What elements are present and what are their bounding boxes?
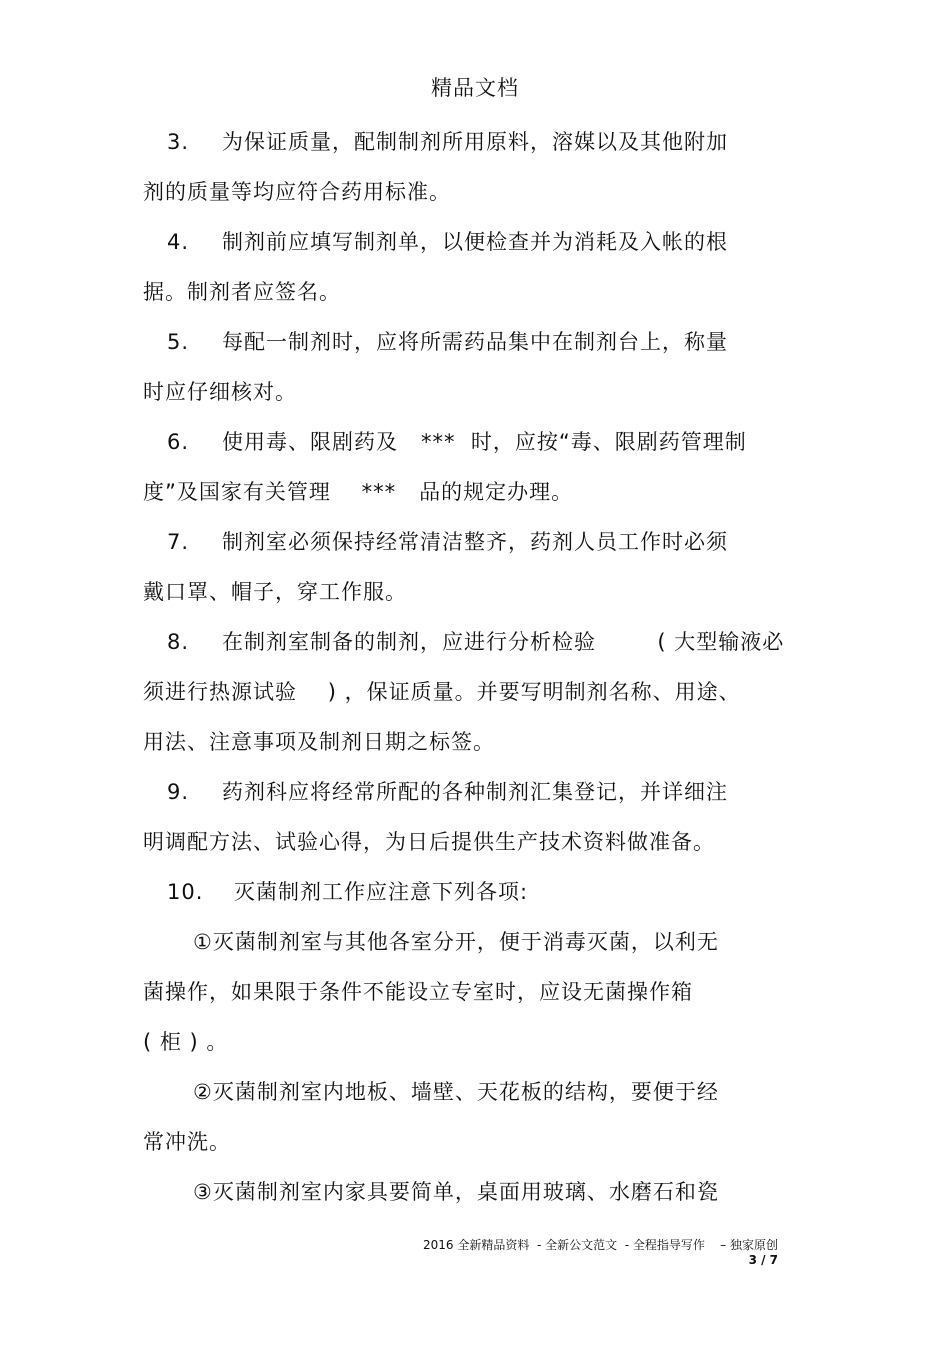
body-line: 菌操作，如果限于条件不能设立专室时，应设无菌操作箱: [143, 980, 693, 1004]
list-item-3: [167, 128, 728, 156]
body-line: 须进行热源试验 ) ，保证质量。并要写明制剂名称、用途、: [143, 680, 741, 704]
list-item-7: [167, 528, 728, 556]
item-number: 3.: [167, 130, 190, 154]
list-item-4: [167, 228, 728, 256]
body-text: 每配一制剂时，应将所需药品集中在制剂台上，称量: [222, 330, 728, 354]
footer-note: 2016 全新精品资料 - 全新公文范文 - 全程指导写作 – 独家原创: [423, 1238, 778, 1252]
page-header-title: 精品文档: [431, 76, 519, 100]
sub-item-1: ①灭菌制剂室与其他各室分开，便于消毒灭菌，以利无: [193, 930, 719, 954]
body-text: 使用毒、限剧药及 *** 时，应按“毒、限剧药管理制: [222, 430, 747, 454]
item-number: 7.: [167, 530, 190, 554]
list-item-5: [167, 328, 728, 356]
body-text: 制剂室必须保持经常清洁整齐，药剂人员工作时必须: [222, 530, 728, 554]
item-number: 10.: [167, 880, 204, 904]
item-number: 4.: [167, 230, 190, 254]
body-text: 灭菌制剂工作应注意下列各项:: [234, 880, 529, 904]
sub-item-2: ②灭菌制剂室内地板、墙壁、天花板的结构，要便于经: [193, 1080, 719, 1104]
item-number: 5.: [167, 330, 190, 354]
body-line: 常冲洗。: [143, 1130, 231, 1154]
body-line: 据。制剂者应签名。: [143, 280, 341, 304]
body-line: 用法、注意事项及制剂日期之标签。: [143, 730, 495, 754]
body-text: 制剂前应填写制剂单，以便检查并为消耗及入帐的根: [222, 230, 728, 254]
item-number: 6.: [167, 430, 190, 454]
item-number: 9.: [167, 780, 190, 804]
list-item-10: [167, 878, 528, 906]
body-line: 度”及国家有关管理 *** 品的规定办理。: [143, 480, 574, 504]
list-item-8: [167, 628, 784, 656]
body-line: 戴口罩、帽子，穿工作服。: [143, 580, 407, 604]
sub-item-3: ③灭菌制剂室内家具要简单，桌面用玻璃、水磨石和瓷: [193, 1180, 719, 1204]
page-number: 3 / 7: [748, 1253, 778, 1267]
body-text: 在制剂室制备的制剂，应进行分析检验 ( 大型输液必: [222, 630, 785, 654]
body-line: ( 柜 ) 。: [143, 1030, 229, 1054]
body-line: 时应仔细核对。: [143, 380, 297, 404]
list-item-6: [167, 428, 747, 456]
body-line: 明调配方法、试验心得，为日后提供生产技术资料做准备。: [143, 830, 715, 854]
body-text: 为保证质量，配制制剂所用原料，溶媒以及其他附加: [222, 130, 728, 154]
body-text: 药剂科应将经常所配的各种制剂汇集登记，并详细注: [222, 780, 728, 804]
item-number: 8.: [167, 630, 190, 654]
list-item-9: [167, 778, 728, 806]
body-line: 剂的质量等均应符合药用标准。: [143, 180, 451, 204]
